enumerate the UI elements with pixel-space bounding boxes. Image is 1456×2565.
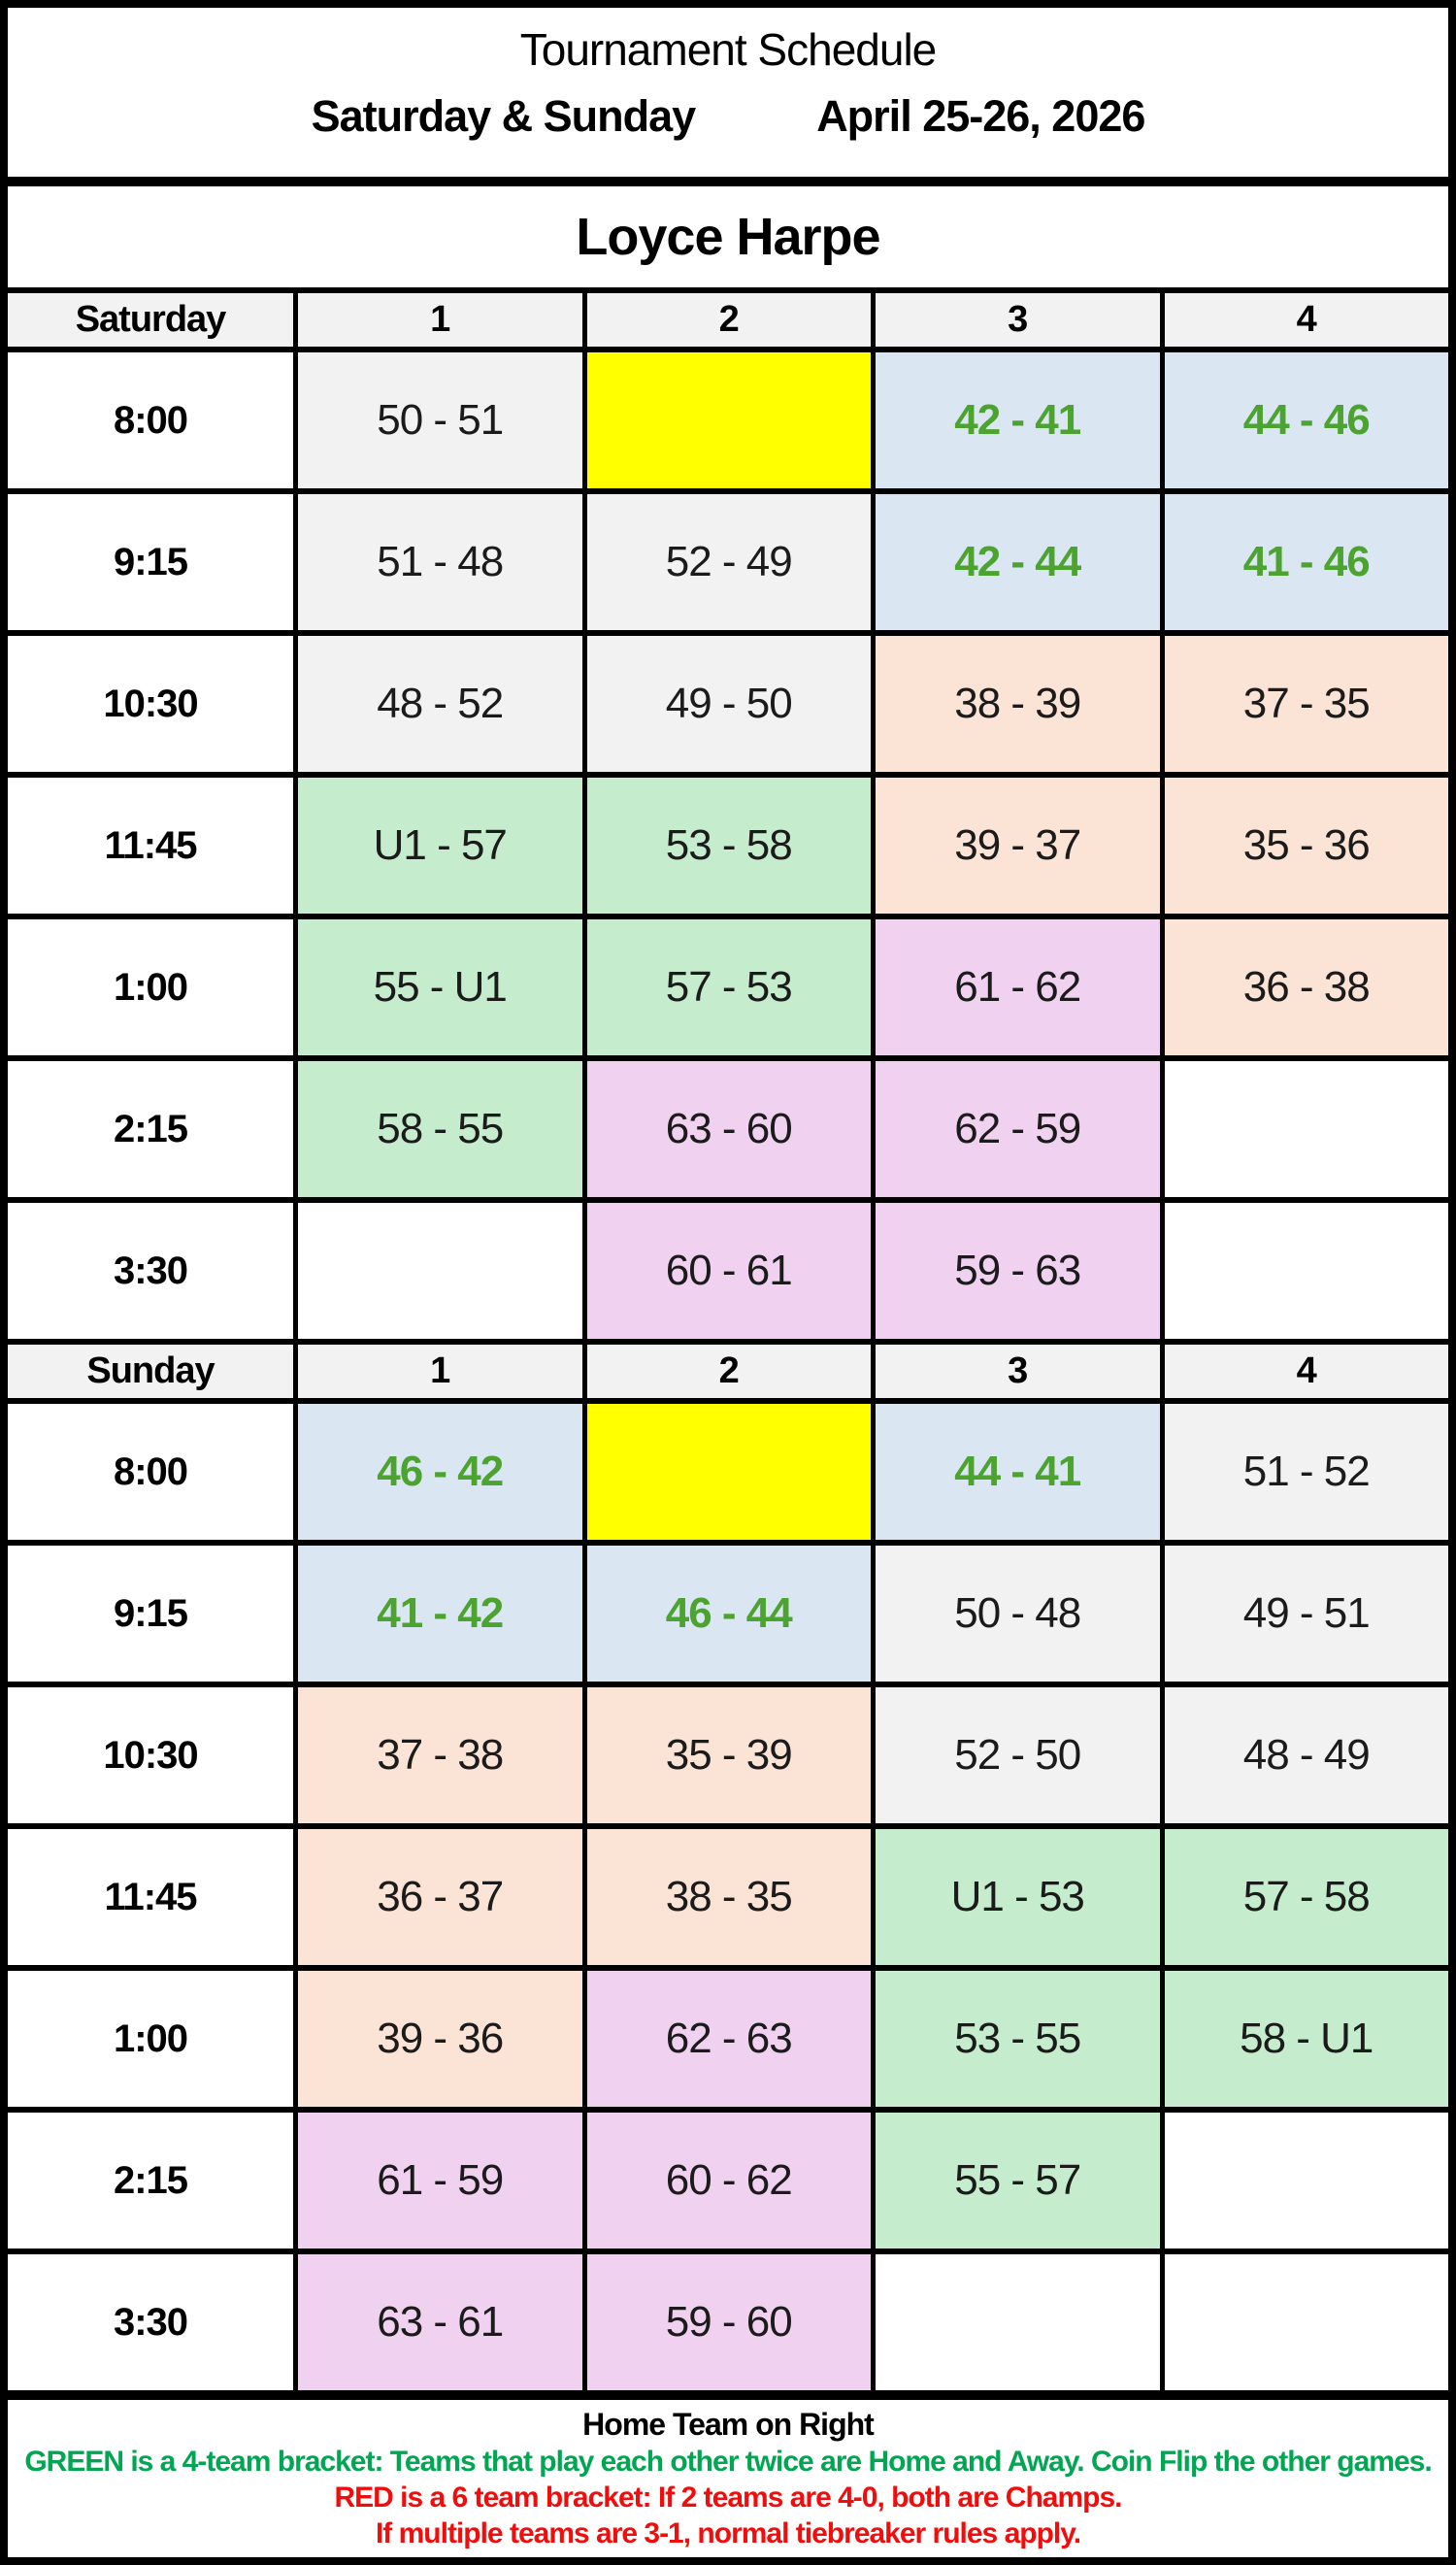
schedule-cell: 57 - 58 [1165,1829,1449,1965]
schedule-cell: 58 - U1 [1165,1971,1449,2107]
court-column-header: 4 [1165,293,1449,347]
schedule-cell [876,2254,1160,2390]
time-label: 10:30 [8,636,293,772]
schedule-cell: 38 - 35 [587,1829,872,1965]
time-label: 3:30 [8,2254,293,2390]
schedule-cell: 35 - 39 [587,1687,872,1823]
schedule-cell: 44 - 46 [1165,352,1449,488]
schedule-cell: 38 - 39 [876,636,1160,772]
time-label: 9:15 [8,494,293,630]
schedule-cell [298,1203,582,1339]
date-label: April 25-26, 2026 [816,91,1145,141]
schedule-cell: 48 - 49 [1165,1687,1449,1823]
schedule-cell: 46 - 44 [587,1546,872,1682]
schedule-cell: U1 - 57 [298,778,582,914]
venue-name: Loyce Harpe [8,186,1448,287]
footer-block [8,2396,1448,2557]
schedule-cell [1165,1061,1449,1197]
time-label: 1:00 [8,1971,293,2107]
schedule-cell: 49 - 50 [587,636,872,772]
schedule-cell: 51 - 52 [1165,1404,1449,1540]
schedule-cell [1165,2254,1449,2390]
page-title: Tournament Schedule [519,24,937,75]
time-label: 11:45 [8,778,293,914]
schedule-cell: 37 - 35 [1165,636,1449,772]
schedule-cell: U1 - 53 [876,1829,1160,1965]
schedule-cell: 59 - 60 [587,2254,872,2390]
time-label: 8:00 [8,352,293,488]
schedule-cell: 61 - 62 [876,919,1160,1055]
sunday-schedule-grid [8,1345,1448,2390]
court-column-header: 2 [587,1345,872,1398]
schedule-cell: 62 - 63 [587,1971,872,2107]
schedule-cell [587,1404,872,1540]
schedule-cell: 60 - 62 [587,2113,872,2249]
schedule-cell: 59 - 63 [876,1203,1160,1339]
schedule-cell: 46 - 42 [298,1404,582,1540]
court-column-header: 3 [876,293,1160,347]
schedule-cell: 51 - 48 [298,494,582,630]
schedule-cell: 41 - 46 [1165,494,1449,630]
days-label: Saturday & Sunday [311,91,696,141]
red-bracket-note: RED is a 6 team bracket: If 2 teams are 4-0, both are Champs. [334,2482,1122,2514]
schedule-cell: 55 - 57 [876,2113,1160,2249]
time-label: 8:00 [8,1404,293,1540]
schedule-cell: 36 - 38 [1165,919,1449,1055]
time-label: 2:15 [8,1061,293,1197]
green-bracket-note: GREEN is a 4-team bracket: Teams that play each other twice are Home and Away. Coin Flip the other games. [24,2446,1432,2478]
time-label: 11:45 [8,1829,293,1965]
subtitle-row [312,91,1145,142]
time-label: 3:30 [8,1203,293,1339]
day-label: Saturday [8,293,293,347]
schedule-cell: 48 - 52 [298,636,582,772]
time-label: 10:30 [8,1687,293,1823]
time-label: 2:15 [8,2113,293,2249]
saturday-schedule-grid [8,293,1448,1339]
time-label: 1:00 [8,919,293,1055]
schedule-cell: 61 - 59 [298,2113,582,2249]
title-block [8,8,1448,181]
schedule-cell: 49 - 51 [1165,1546,1449,1682]
schedule-cell: 62 - 59 [876,1061,1160,1197]
schedule-cell: 57 - 53 [587,919,872,1055]
schedule-cell: 55 - U1 [298,919,582,1055]
schedule-cell: 42 - 41 [876,352,1160,488]
schedule-cell: 50 - 48 [876,1546,1160,1682]
schedule-cell [1165,1203,1449,1339]
schedule-cell: 35 - 36 [1165,778,1449,914]
schedule-cell: 53 - 58 [587,778,872,914]
schedule-cell: 53 - 55 [876,1971,1160,2107]
schedule-cell: 63 - 61 [298,2254,582,2390]
schedule-cell: 37 - 38 [298,1687,582,1823]
schedule-cell: 42 - 44 [876,494,1160,630]
schedule-cell: 44 - 41 [876,1404,1160,1540]
court-column-header: 4 [1165,1345,1449,1398]
court-column-header: 1 [298,1345,582,1398]
schedule-cell: 39 - 36 [298,1971,582,2107]
court-column-header: 3 [876,1345,1160,1398]
schedule-cell: 60 - 61 [587,1203,872,1339]
home-team-note: Home Team on Right [582,2407,874,2442]
schedule-cell: 52 - 49 [587,494,872,630]
schedule-cell: 41 - 42 [298,1546,582,1682]
schedule-cell: 63 - 60 [587,1061,872,1197]
court-column-header: 2 [587,293,872,347]
red-tiebreaker-note: If multiple teams are 3-1, normal tiebreaker rules apply. [375,2517,1081,2549]
schedule-cell: 52 - 50 [876,1687,1160,1823]
time-label: 9:15 [8,1546,293,1682]
court-column-header: 1 [298,293,582,347]
day-label: Sunday [8,1345,293,1398]
schedule-cell: 50 - 51 [298,352,582,488]
schedule-cell [1165,2113,1449,2249]
schedule-cell [587,352,872,488]
schedule-cell: 58 - 55 [298,1061,582,1197]
schedule-cell: 39 - 37 [876,778,1160,914]
schedule-cell: 36 - 37 [298,1829,582,1965]
